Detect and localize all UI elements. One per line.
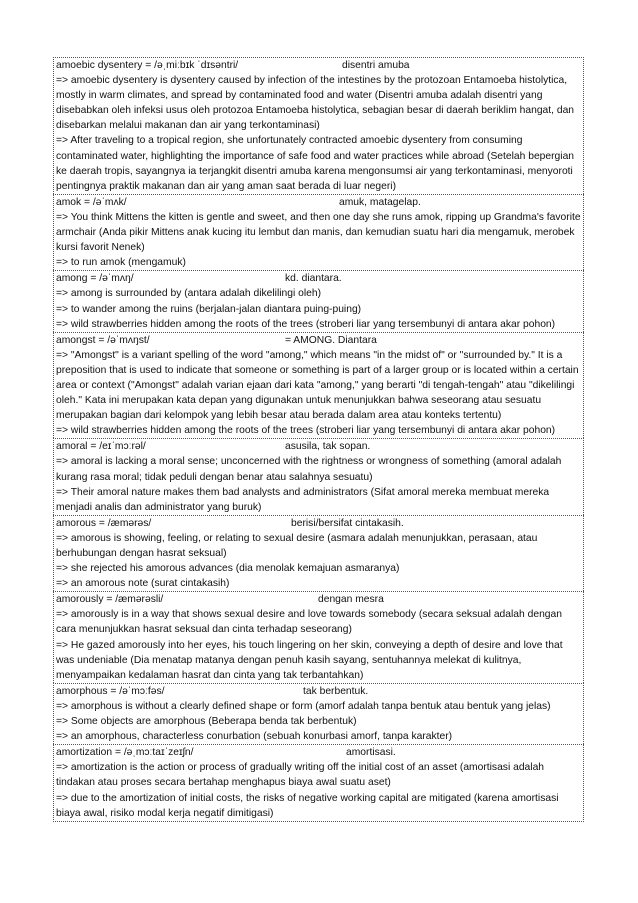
- example-line: => He gazed amorously into her eyes, his touch lingering on her skin, conveying a depth of desire and love that was undeniable (Dia menatap matanya dengan penuh kasih sayang, sentuhannya melekat di kulitnya, menyampaikan kedalaman hasrat dan cinta yang tak terbantahkan): [56, 639, 563, 681]
- entry-header: [56, 195, 582, 210]
- example-line: => to run amok (mengamuk): [56, 257, 186, 269]
- definition: asusila, tak sopan.: [285, 441, 371, 453]
- dictionary-document: [53, 57, 584, 822]
- dictionary-entry: [53, 515, 584, 591]
- example-line: => After traveling to a tropical region, she unfortunately contracted amoebic dysentery from consuming contaminated water, highlighting the importance of safe food and water practices while abroad (Setelah bepergian ke daerah tropis, sayangnya ia terjangkit disentri amuba karena mengonsumsi air yang terkontaminasi, menyoroti pentingnya praktik makanan dan air yang aman saat berada di luar negeri): [56, 135, 575, 192]
- example-line: => Their amoral nature makes them bad analysts and administrators (Sifat amoral mereka membuat mereka menjadi analis dan administrator yang buruk): [56, 486, 550, 513]
- example-line: => wild strawberries hidden among the roots of the trees (stroberi liar yang tersembunyi di antara akar pohon): [56, 318, 556, 330]
- example-line: => amorously is in a way that shows sexual desire and love towards somebody (secara seksual adalah dengan cara menunjukkan hasrat seksual dan cinta terhadap seseorang): [56, 609, 562, 636]
- definition: kd. diantara.: [285, 273, 342, 285]
- headword: amok = /əˈmʌk/: [56, 196, 127, 208]
- example-line: => she rejected his amorous advances (dia menolak kemajuan asmaranya): [56, 563, 400, 575]
- entry-header: [56, 439, 582, 454]
- headword: amortization = /əˌmɔːtaɪˈzeɪʃn/: [56, 747, 194, 759]
- example-line: => amorous is showing, feeling, or relating to sexual desire (asmara adalah menunjukkan, perasaan, atau berhubungan dengan hasrat seksual): [56, 532, 538, 559]
- example-line: => amorphous is without a clearly defined shape or form (amorf adalah tanpa bentuk atau bentuk yang jelas): [56, 700, 551, 712]
- example-line: => to wander among the ruins (berjalan-jalan diantara puing-puing): [56, 303, 362, 315]
- dictionary-entry: [53, 270, 584, 331]
- headword: amongst = /əˈmʌŋst/: [56, 334, 150, 346]
- dictionary-entry: [53, 332, 584, 439]
- dictionary-entry: [53, 438, 584, 514]
- example-line: => an amorous note (surat cintakasih): [56, 578, 230, 590]
- entry-header: [56, 516, 582, 531]
- example-line: => an amorphous, characterless conurbation (sebuah konurbasi amorf, tanpa karakter): [56, 731, 453, 743]
- dictionary-entry: [53, 683, 584, 744]
- example-line: => amortization is the action or process of gradually writing off the initial cost of an asset (amortisasi adalah tindakan atau proses secara bertahap menghapus biaya awal suatu aset): [56, 762, 545, 789]
- example-line: => wild strawberries hidden among the roots of the trees (stroberi liar yang tersembunyi di antara akar pohon): [56, 425, 556, 437]
- headword: among = /əˈmʌŋ/: [56, 273, 134, 285]
- definition: = AMONG. Diantara: [285, 334, 377, 346]
- headword: amorphous = /əˈmɔːfəs/: [56, 685, 165, 697]
- definition: amuk, matagelap.: [339, 196, 421, 208]
- definition: tak berbentuk.: [303, 685, 369, 697]
- example-line: => "Amongst" is a variant spelling of the word "among," which means "in the midst of" or "surrounded by." It is a preposition that is used to indicate that someone or something is part of a larger group or is located within a certain area or context ("Amongst" adalah varian ejaan dari kata "among," yang berarti "di tengah-tengah" atau "dikelilingi oleh." Kata ini merupakan kata depan yang digunakan untuk menunjukkan bahwa seseorang atau sesuatu merupakan bagian dari kelompok yang lebih besar atau berada dalam area atau konteks tertentu): [56, 349, 579, 422]
- definition: disentri amuba: [342, 60, 410, 71]
- entry-header: [56, 333, 582, 348]
- entry-header: [56, 592, 582, 607]
- definition: dengan mesra: [318, 594, 384, 606]
- example-line: => Some objects are amorphous (Beberapa benda tak berbentuk): [56, 716, 357, 728]
- definition: amortisasi.: [346, 747, 396, 759]
- headword: amorous = /æmərəs/: [56, 517, 152, 529]
- dictionary-entry: [53, 57, 584, 194]
- headword: amorously = /æmərəsli/: [56, 594, 164, 606]
- headword: amoebic dysentery = /əˌmiːbɪk ˈdɪsəntri/: [56, 60, 239, 71]
- entry-header: [56, 58, 582, 73]
- entry-header: [56, 684, 582, 699]
- example-line: => amoebic dysentery is dysentery caused by infection of the intestines by the protozoan Entamoeba histolytica, mostly in warm climates, and spread by contaminated food and water (Disentri amuba adalah disentri yang disebabkan oleh infeksi usus oleh protozoa Entamoeba histolytica, sebagian besar di daerah beriklim hangat, dan disebarkan melalui makanan dan air yang terkontaminasi): [56, 75, 575, 132]
- example-line: => among is surrounded by (antara adalah dikelilingi oleh): [56, 288, 322, 300]
- headword: amoral = /eɪˈmɔːrəl/: [56, 441, 146, 453]
- example-line: => You think Mittens the kitten is gentle and sweet, and then one day she runs amok, ripping up Grandma's favorite armchair (Anda pikir Mittens anak kucing itu lembut dan manis, dan kemudian suatu hari dia mengamuk, merobek kursi favorit Nenek): [56, 211, 581, 254]
- definition: berisi/bersifat cintakasih.: [291, 517, 404, 529]
- dictionary-entry: [53, 591, 584, 683]
- example-line: => due to the amortization of initial costs, the risks of negative working capital are mitigated (karena amortisasi biaya awal, risiko modal kerja negatif dimitigasi): [56, 792, 559, 819]
- dictionary-entry: [53, 744, 584, 821]
- entry-header: [56, 745, 582, 760]
- entry-header: [56, 271, 582, 286]
- example-line: => amoral is lacking a moral sense; unconcerned with the rightness or wrongness of something (amoral adalah kurang rasa moral; tidak peduli dengan benar atau salahnya sesuatu): [56, 456, 562, 483]
- dictionary-entry: [53, 194, 584, 270]
